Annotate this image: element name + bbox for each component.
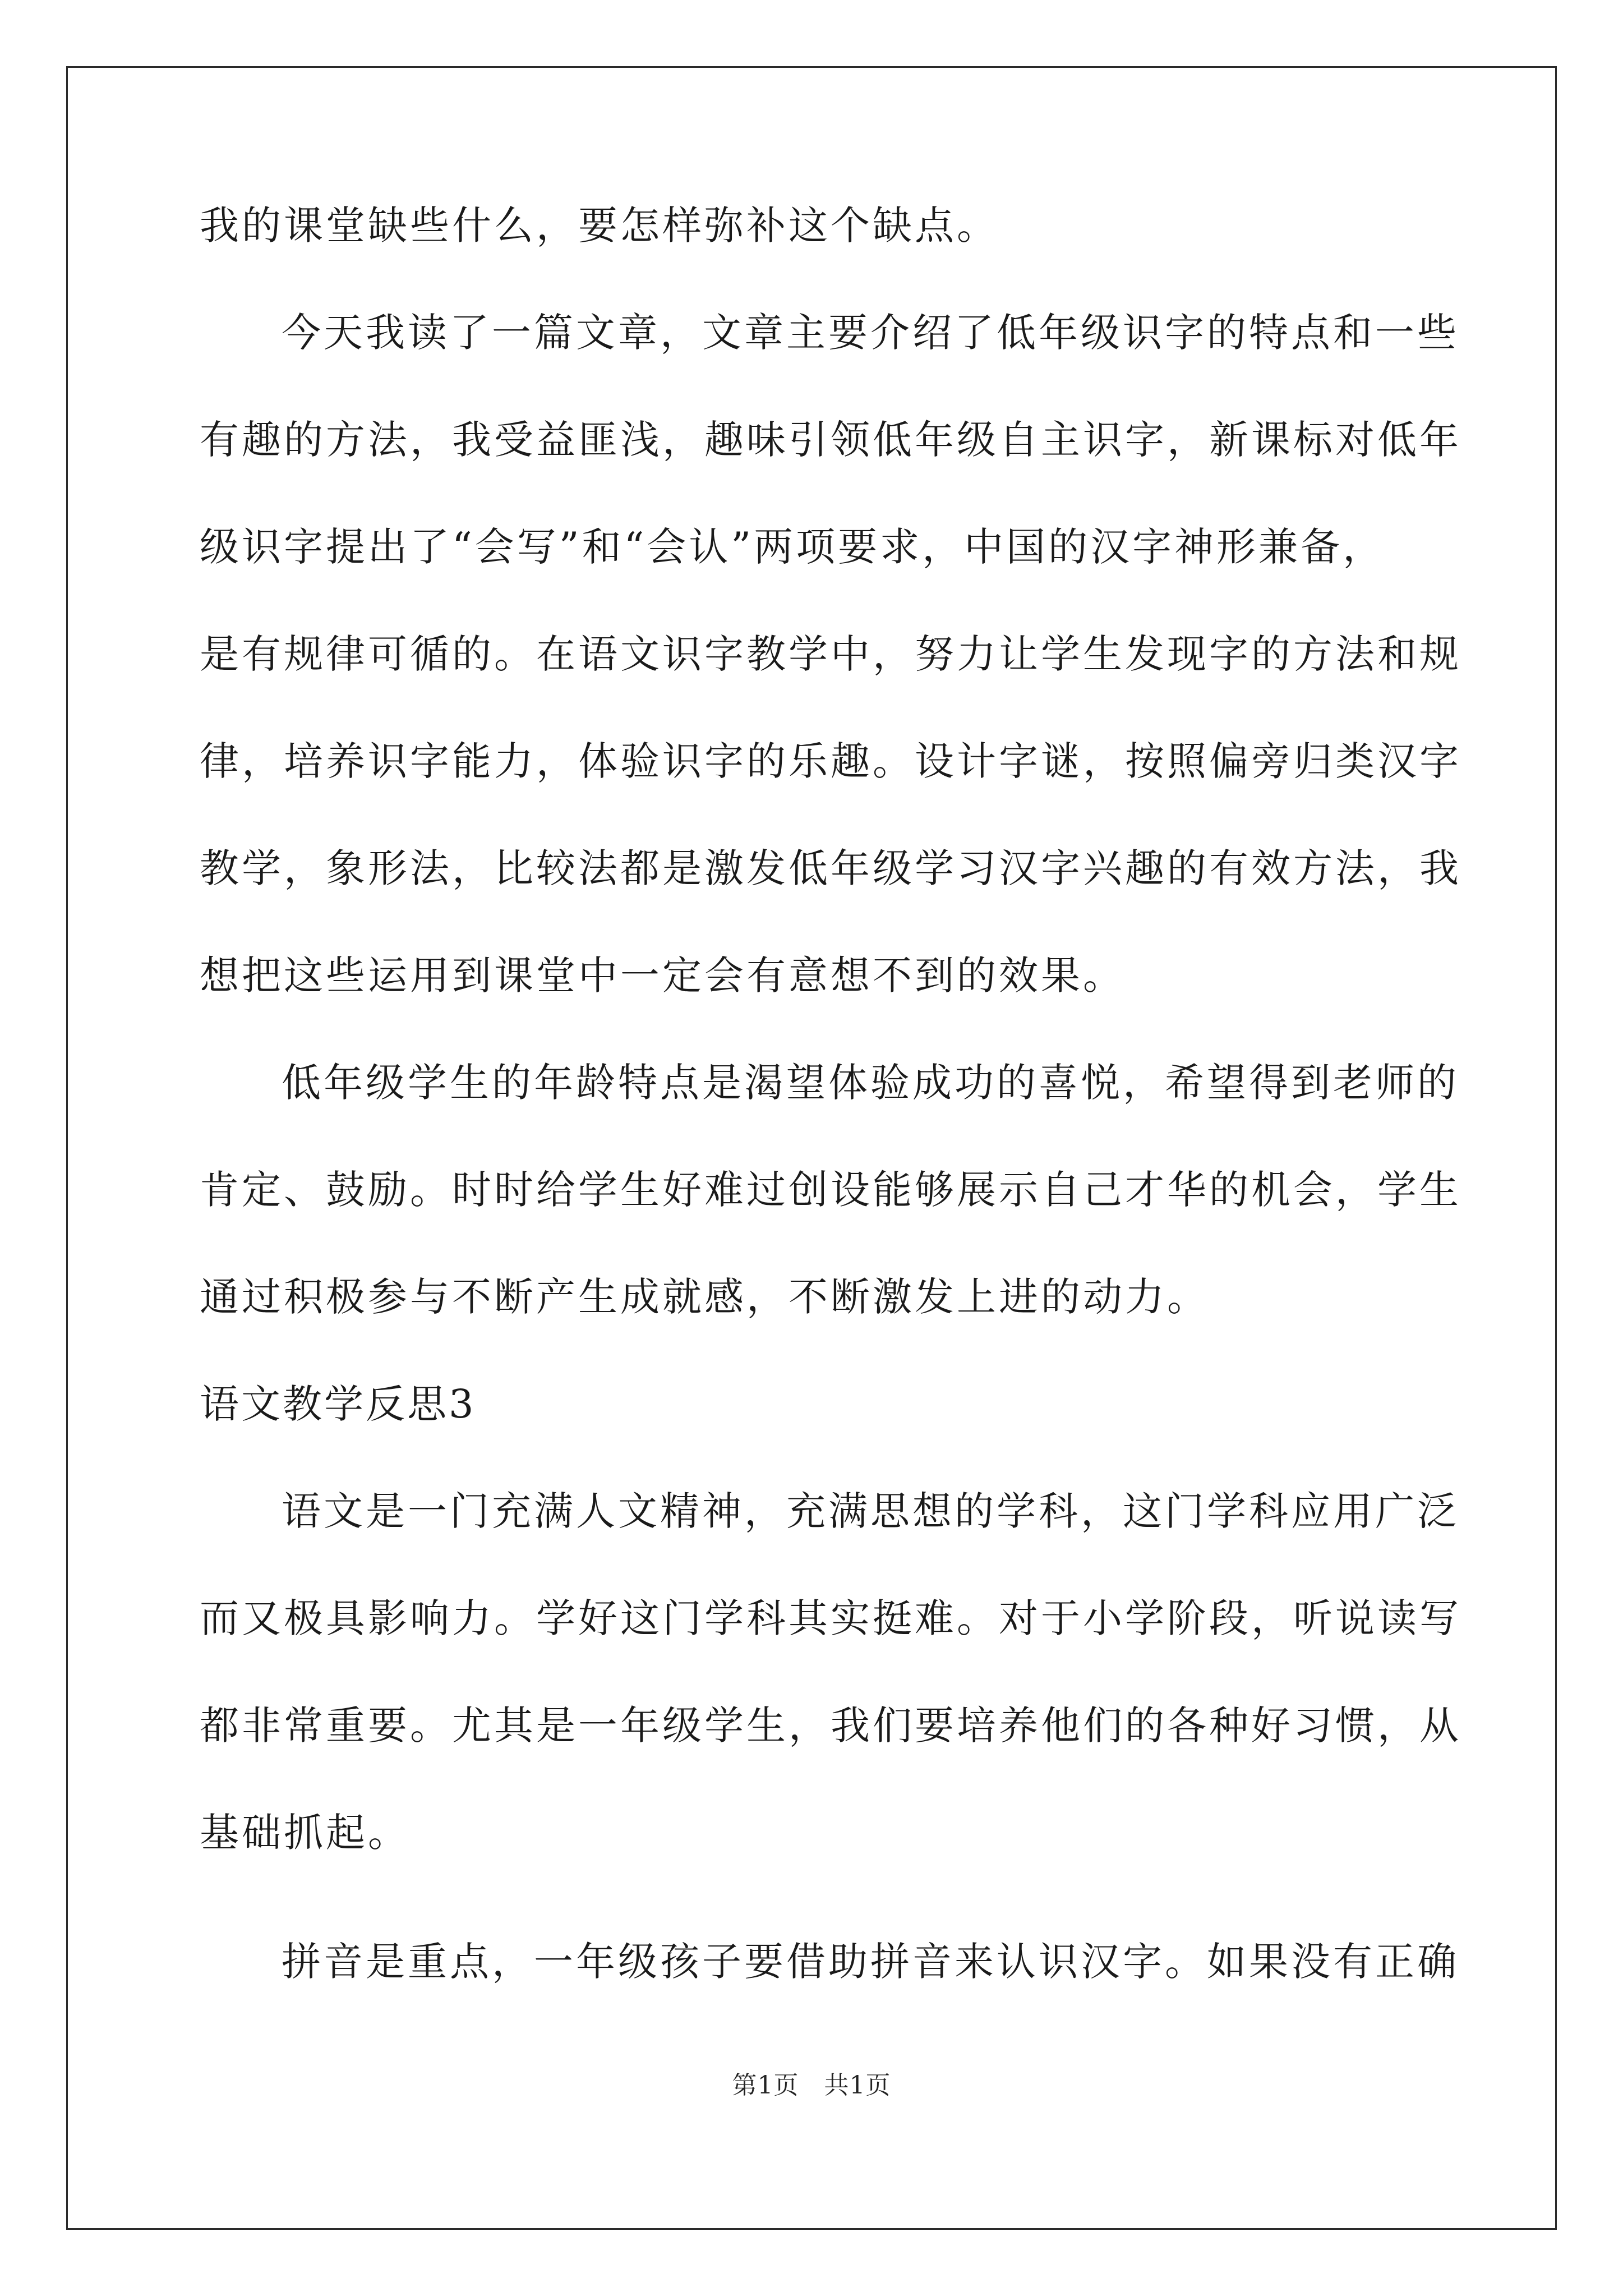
paragraph-line: 拼音是重点，一年级孩子要借助拼音来认识汉字。如果没有正确 — [282, 1939, 1459, 1985]
paragraph-line: 教学，象形法，比较法都是激发低年级学习汉字兴趣的有效方法，我 — [200, 845, 1461, 891]
paragraph-line: 肯定、鼓励。时时给学生好难过创设能够展示自己才华的机会，学生 — [200, 1167, 1461, 1213]
document-body — [200, 197, 1461, 2041]
paragraph-line: 今天我读了一篇文章，文章主要介绍了低年级识字的特点和一些 — [282, 310, 1459, 356]
paragraph-line: 有趣的方法，我受益匪浅，趣味引领低年级自主识字，新课标对低年 — [200, 417, 1461, 463]
paragraph-line: 级识字提出了“会写”和“会认”两项要求，中国的汉字神形兼备， — [200, 524, 1385, 570]
section-heading: 语文教学反思3 — [200, 1381, 476, 1427]
paragraph-line: 想把这些运用到课堂中一定会有意想不到的效果。 — [200, 953, 1125, 999]
paragraph-line: 律，培养识字能力，体验识字的乐趣。设计字谜，按照偏旁归类汉字 — [200, 738, 1461, 784]
paragraph-line: 基础抓起。 — [200, 1810, 410, 1856]
paragraph-line: 都非常重要。尤其是一年级学生，我们要培养他们的各种好习惯，从 — [200, 1703, 1461, 1749]
paragraph-line: 而又极具影响力。学好这门学科其实挺难。对于小学阶段，听说读写 — [200, 1595, 1461, 1641]
paragraph-line: 通过积极参与不断产生成就感，不断激发上进的动力。 — [200, 1274, 1209, 1320]
paragraph-line: 低年级学生的年龄特点是渴望体验成功的喜悦，希望得到老师的 — [282, 1060, 1459, 1106]
paragraph-line: 是有规律可循的。在语文识字教学中，努力让学生发现字的方法和规 — [200, 631, 1461, 677]
page-footer: 第1页 共1页 — [732, 2071, 891, 2100]
paragraph-line: 我的课堂缺些什么，要怎样弥补这个缺点。 — [200, 203, 999, 249]
paragraph-line: 语文是一门充满人文精神，充满思想的学科，这门学科应用广泛 — [282, 1488, 1459, 1534]
